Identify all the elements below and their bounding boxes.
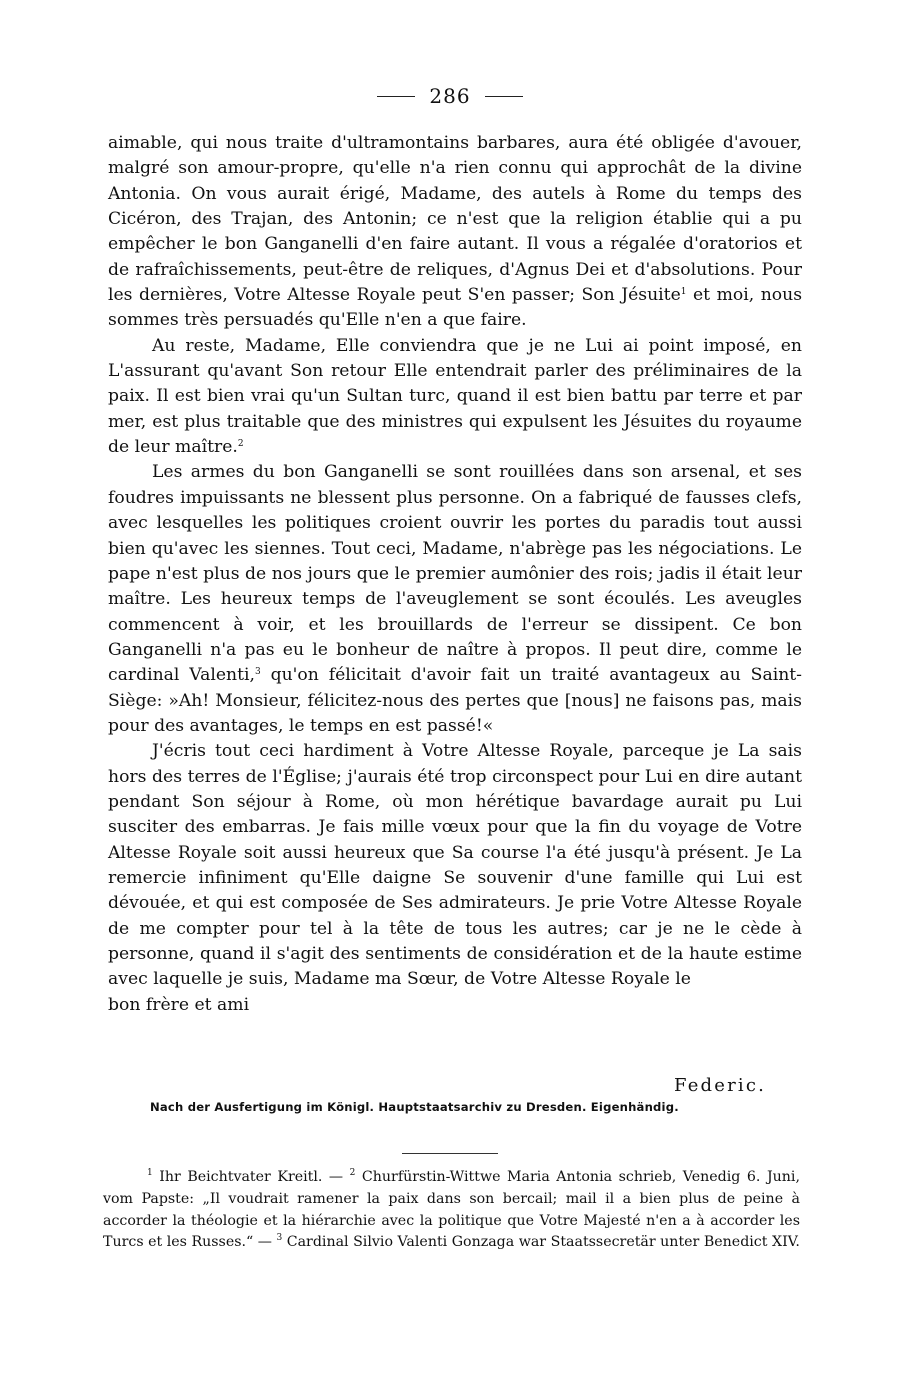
signature: Federic.: [674, 1075, 767, 1096]
paragraph-text: Au reste, Madame, Elle conviendra que je ne Lui ai point imposé, en L'assurant qu'avant Son retour Elle entendrait parler des préliminaires de la paix. Il est bien vrai qu'un Sultan turc, quand il est bien battu par terre et par mer, est plus traitable que des ministres qui expulsent les Jésuites du royaume de leur maître.: [108, 335, 802, 458]
footnote-marker-2: 2: [237, 439, 244, 450]
footnote-2: Churfürstin-Wittwe Maria Antonia schrieb, Venedig 6. Juni, vom Papste: „Il voudrait ramener la paix dans son bercail; mail il a bien plus de peine à accorder la théologie et la hiérarchie avec la politique que Votre Majesté n'en a à accorder les Turcs et les Russes.“ —: [103, 1169, 800, 1251]
header-dash-right: [485, 96, 523, 97]
footnote-number-3: 3: [276, 1233, 283, 1244]
page-header: [0, 84, 900, 108]
source-note: Nach der Ausfertigung im Königl. Hauptstaatsarchiv zu Dresden. Eigenhändig.: [150, 1100, 679, 1114]
footnote-number-1: 1: [147, 1168, 153, 1178]
paragraph-text: aimable, qui nous traite d'ultramontains barbares, aura été obligée d'avouer, malgré son amour-propre, qu'elle n'a rien connu qui approchât de la divine Antonia. On vous aurait érigé, Madame, des autels à Rome du temps des Cicéron, des Trajan, des Antonin; ce n'est que la religion établie qui a pu empêcher le bon Ganganelli d'en faire autant. Il vous a régalée d'oratorios et de rafraîchissements, peut-être de reliques, d'Agnus Dei et d'absolutions. Pour les dernières, Votre Altesse Royale peut S'en passer; Son Jésuite: [108, 133, 802, 306]
page-number: 286: [429, 84, 471, 108]
paragraph-2: [108, 334, 802, 461]
header-dash-left: [377, 96, 415, 97]
letter-body: [108, 131, 802, 1018]
closing-text: bon frère et ami: [108, 994, 250, 1015]
footnote-number-2: 2: [349, 1168, 356, 1178]
footnote-divider: [402, 1153, 498, 1154]
paragraph-text: J'écris tout ceci hardiment à Votre Altesse Royale, parceque je La sais hors des terres de l'Église; j'aurais été trop circonspect pour Lui en dire autant pendant Son séjour à Rome, où mon hérétique bavardage aurait pu Lui susciter des embarras. Je fais mille vœux pour que la fin du voyage de Votre Altesse Royale soit aussi heureux que Sa course l'a été jusqu'à présent. Je La remercie infiniment qu'Elle daigne Se souvenir d'une famille qui Lui est dévouée, et qui est composée de Ses admirateurs. Je prie Votre Altesse Royale de me compter pour tel à la tête de tous les autres; car je ne le cède à personne, quand il s'agit des sentiments de considération et de la haute estime avec laquelle je suis, Madame ma Sœur, de Votre Altesse Royale le: [108, 741, 802, 990]
paragraph-4: [108, 739, 802, 992]
footnote-block: [103, 1167, 800, 1254]
paragraph-text: Les armes du bon Ganganelli se sont rouillées dans son arsenal, et ses foudres impuissants ne blessent plus personne. On a fabriqué de fausses clefs, avec lesquelles les politiques croient ouvrir les portes du paradis tout aussi bien qu'avec les siennes. Tout ceci, Madame, n'abrège pas les négociations. Le pape n'est plus de nos jours que le premier aumônier des rois; jadis il était leur maître. Les heureux temps de l'aveuglement se sont écoulés. Les aveugles commencent à voir, et les brouillards de l'erreur se dissipent. Ce bon Ganganelli n'a pas eu le bonheur de naître à propos. Il peut dire, comme le cardinal Valenti,: [108, 462, 802, 686]
footnotes: [103, 1167, 800, 1254]
paragraph-3: [108, 460, 802, 739]
footnote-marker-1: 1: [680, 287, 687, 298]
footnote-3: Cardinal Silvio Valenti Gonzaga war Staatssecretär unter Benedict XIV.: [286, 1234, 800, 1251]
paragraph-text: et moi, nous sommes très persuadés qu'Elle n'en a que faire.: [108, 285, 803, 331]
paragraph-text: qu'on félicitait d'avoir fait un traité avantageux au Saint-Siège: »Ah! Monsieur, félicitez-nous des pertes que [nous] ne faisons pas, mais pour des avantages, le temps en est passé!«: [108, 665, 802, 736]
footnote-1: Ihr Beichtvater Kreitl. —: [159, 1169, 344, 1185]
closing-line: [108, 993, 802, 1018]
footnote-marker-3: 3: [254, 667, 261, 678]
paragraph-1: [108, 131, 802, 334]
